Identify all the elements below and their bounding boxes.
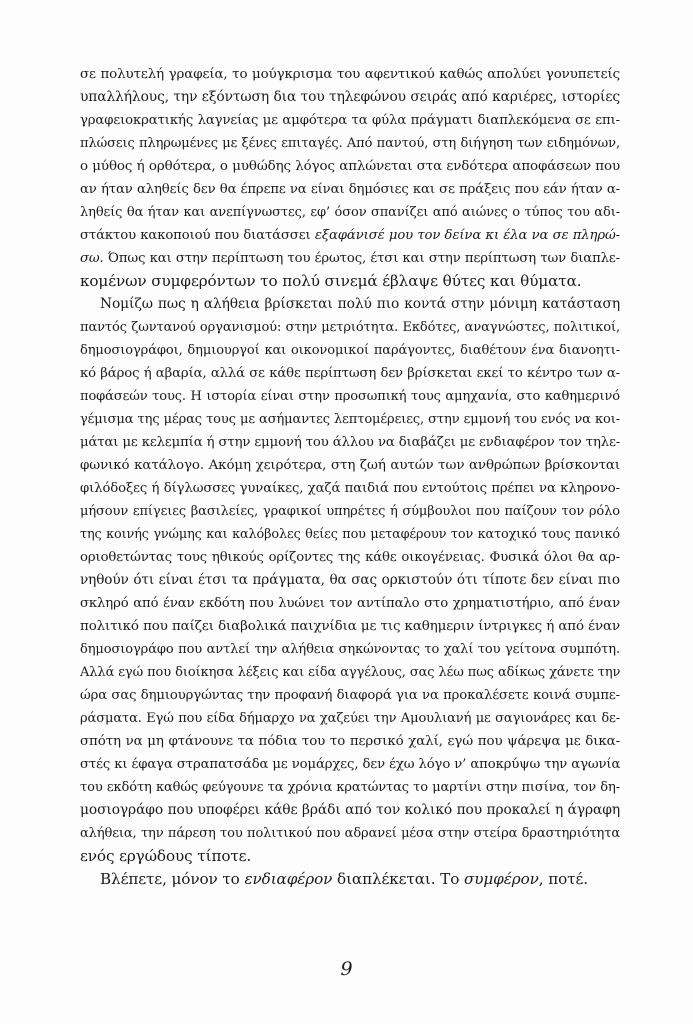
text-line (80, 86, 620, 109)
italic-text: σω. (80, 251, 104, 266)
text-segment: νηθούν ότι είναι έτσι τα πράγματα, θα σας ορκιστούν ότι τίποτε δεν είναι πιο (80, 572, 620, 588)
italic-text: συμφέρον (464, 870, 539, 888)
text-segment: , ποτέ. (538, 870, 588, 888)
text-segment: φωνικό κατάλογο. Ακόμη χειρότερα, στη ζωή αυτών των ανθρώπων βρίσκονται (80, 458, 620, 473)
paragraph (80, 63, 620, 293)
text-segment: μάται με κελεμπία ή στην εμμονή του άλλου να διαβάζει με ενδιαφέρον τον τηλε- (80, 435, 621, 450)
text-segment: ράσματα. Εγώ που είδα δήμαρχο να χαζεύει την Αμουλιανή με σαγιονάρες και δε- (80, 711, 620, 726)
text-line (80, 270, 620, 293)
text-segment: δημοσιογράφοι, δημιουργοί και οικονομικοί παράγοντες, διαθέτουν ένα διανοητι- (80, 343, 620, 358)
italic-text: ενδιαφέρον (244, 870, 333, 888)
text-line (80, 661, 620, 684)
text-line (80, 707, 620, 730)
text-line (80, 316, 620, 339)
text-segment: παντός ζωντανού οργανισμού: στην μετριότητα. Εκδότες, αναγνώστες, πολιτικοί, (80, 320, 620, 335)
text-line (80, 408, 620, 431)
text-segment: ο μύθος ή ορθότερα, ο μυθώδης λόγος απλώνεται στα ενδότερα αποφάσεων που (80, 159, 620, 174)
text-line (80, 477, 620, 500)
text-segment: μήσουν επίγειες βασιλείες, γραφικοί υπηρέτες ή σύμβουλοι που παίζουν τον ρόλο (80, 504, 620, 519)
text-line (80, 753, 620, 776)
text-line (80, 776, 620, 799)
text-line (80, 385, 620, 408)
text-segment: γραφειοκρατικής λαγνείας με αμφότερα τα φύλα πράγματι διαπλεκόμενα σε επι- (80, 113, 620, 128)
page-number: 9 (340, 958, 353, 980)
text-segment: αλήθεια, την πάρεση του πολιτικού που αδρανεί μέσα στην στείρα δραστηριότητα (80, 826, 620, 841)
paragraph (80, 868, 620, 891)
text-segment: υπαλλήλους, την εξόντωση δια του τηλεφώνου σειράς από καριέρες, ιστορίες (80, 89, 620, 105)
text-line (80, 546, 620, 569)
text-line (80, 845, 620, 868)
text-segment: του εκδότη καθώς φεύγουνε τα χρόνια κρατώντας το μαρτίνι στην πισίνα, τον δη- (80, 780, 620, 795)
text-segment: οριοθετώντας τους ηθικούς ορίζοντες της κάθε οικογένειας. Φυσικά όλοι θα αρ- (80, 550, 620, 565)
text-line (80, 638, 620, 661)
text-segment: σπότη να μη φτάνουνε τα πόδια του το περσικό χαλί, εγώ που ψάρεψα με δικα- (80, 734, 620, 749)
text-segment: πλώσεις πληρωμένες με ξένες επιταγές. Από παντού, στη διήγηση των ειδημόνων, (80, 136, 620, 151)
text-segment: δημοσιογράφο που αντλεί την αλήθεια σηκώνοντας το χαλί του γείτονα συμπότη. (80, 642, 620, 657)
text-line (80, 109, 620, 132)
text-line (80, 615, 620, 638)
text-line (80, 247, 620, 270)
text-segment: Αλλά εγώ που διοίκησα λέξεις και είδα αγγέλους, σας λέω πως αδίκως χάνετε την (80, 665, 621, 680)
text-segment: φιλόδοξες ή δίγλωσσες γυναίκες, χαζά παιδιά που εντούτοις πρέπει να κληρονο- (80, 481, 620, 496)
paragraph (80, 293, 620, 868)
text-segment: ώρα σας δημιουργώντας την προφανή διαφορά για να προκαλέσετε κοινά συμπε- (80, 688, 620, 703)
text-segment: στάκτου κακοποιού που διατάσσει (80, 228, 315, 243)
text-segment: της κοινής γνώμης και καλόβολες θείες που μεταφέρουν τον κατοχικό τους πανικό (80, 527, 620, 542)
text-line (80, 201, 620, 224)
text-line (80, 63, 620, 86)
text-segment: μοσιογράφο που υποφέρει κάθε βράδι από τον κολικό που προκαλεί η άγραφη (80, 802, 620, 818)
text-segment: γέμισμα της μέρας τους με ασήμαντες λεπτομέρειες, στην εμμονή του ενός να κοι- (80, 412, 620, 427)
text-segment: σε πολυτελή γραφεία, το μούγκρισμα του αφεντικού καθώς απολύει γονυπετείς (80, 67, 620, 82)
text-line (80, 684, 620, 707)
text-segment: Νομίζω πως η αλήθεια βρίσκεται πολύ πιο κοντά στην μόνιμη κατάσταση (100, 296, 620, 312)
text-line (80, 799, 620, 822)
text-line (80, 500, 620, 523)
italic-text: εξαφάνισέ μου τον δείνα κι έλα να σε πληρώ- (314, 228, 620, 243)
text-line (80, 523, 620, 546)
text-line (80, 822, 620, 845)
text-line (80, 178, 620, 201)
text-segment: ποφάσεών τους. Η ιστορία είναι στην προσωπική τους αμηχανία, στο καθημερινό (80, 389, 620, 404)
text-segment: ενός εργώδους τίποτε. (80, 847, 252, 865)
text-segment: κομένων συμφερόντων το πολύ σινεμά έβλαψε θύτες και θύματα. (80, 272, 582, 290)
text-line (80, 224, 620, 247)
text-segment: Όπως και στην περίπτωση του έρωτος, έτσι και στην περίπτωση των διαπλε- (103, 251, 620, 266)
text-segment: ληθείς θα ήταν και ανεπίγνωστες, εφ’ όσον σπανίζει από αιώνες ο τύπος του αδι- (80, 205, 620, 220)
text-line (80, 293, 620, 316)
text-segment: πολιτικό που παίζει διαβολικά παιχνίδια με τις καθημεριν ίντριγκες ή από έναν (80, 619, 620, 634)
text-segment: σκληρό από έναν εκδότη που λυώνει τον αντίπαλο στο χρηματιστήριο, από έναν (80, 596, 620, 611)
text-segment: Βλέπετε, μόνον το (100, 870, 245, 888)
text-line (80, 868, 620, 891)
text-line (80, 431, 620, 454)
text-segment: στές κι έφαγα στραπατσάδα με νομάρχες, δεν έχω λόγο ν’ αποκρύψω την αγωνία (80, 757, 621, 772)
text-line (80, 339, 620, 362)
text-segment: διαπλέκεται. Το (332, 870, 464, 888)
body-text (80, 63, 620, 891)
text-line (80, 132, 620, 155)
text-segment: κό βάρος ή αβαρία, αλλά σε κάθε περίπτωση δεν βρίσκεται εκεί το κέντρο των α- (80, 366, 620, 381)
text-line (80, 592, 620, 615)
text-line (80, 454, 620, 477)
text-line (80, 730, 620, 753)
text-line (80, 362, 620, 385)
text-segment: αν ήταν αληθείς δεν θα έπρεπε να είναι δημόσιες και σε πράξεις που εάν ήταν α- (80, 182, 620, 197)
text-line (80, 155, 620, 178)
text-line (80, 569, 620, 592)
